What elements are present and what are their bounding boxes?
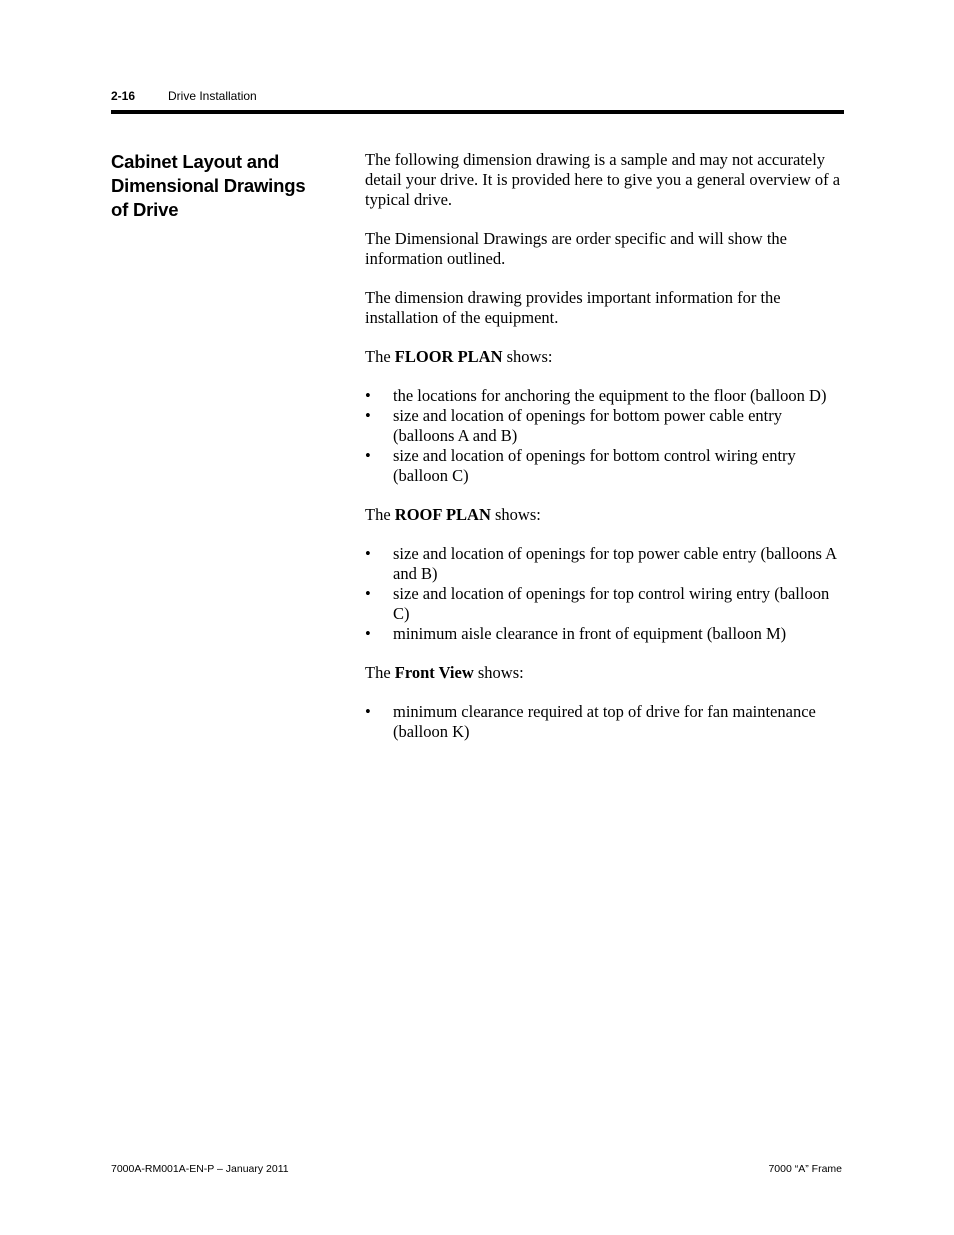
floor-plan-heading — [365, 347, 845, 367]
bullet-icon: • — [365, 406, 371, 425]
page-number: 2-16 — [111, 89, 136, 103]
front-view-label: Front View — [394, 663, 474, 682]
front-view-heading — [365, 663, 845, 683]
list-item-text: minimum clearance required at top of drive for fan maintenance (balloon K) — [393, 702, 816, 741]
floor-plan-label: FLOOR PLAN — [394, 347, 503, 366]
front-view-list — [365, 702, 845, 742]
page-header — [111, 88, 844, 114]
bullet-icon: • — [365, 702, 371, 721]
intro-paragraph: The following dimension drawing is a sample and may not accurately detail your drive. It is provided here to give you a general overview of a typical drive. — [365, 150, 841, 209]
floor-plan-list — [365, 386, 845, 486]
bullet-icon: • — [365, 446, 371, 465]
roof-plan-heading — [365, 505, 845, 525]
bullet-icon: • — [365, 584, 371, 603]
bullet-icon: • — [365, 386, 371, 405]
list-item — [365, 544, 845, 584]
list-item — [365, 702, 845, 742]
list-item-text: size and location of openings for top power cable entry (balloons A and B) — [393, 544, 837, 583]
list-item — [365, 406, 845, 446]
heading-suffix: shows: — [473, 663, 524, 682]
paragraph: The Dimensional Drawings are order specific and will show the information outlined. — [365, 229, 787, 268]
heading-prefix: The — [365, 347, 395, 366]
list-item — [365, 624, 845, 644]
section-name: Drive Installation — [168, 89, 257, 103]
footer-document-id: 7000A-RM001A-EN-P – January 2011 — [111, 1163, 289, 1175]
section-heading-line: of Drive — [111, 199, 179, 220]
list-item — [365, 386, 845, 406]
list-item — [365, 584, 845, 624]
list-item-text: the locations for anchoring the equipment to the floor (balloon D) — [393, 386, 827, 405]
roof-plan-list — [365, 544, 845, 644]
heading-prefix: The — [365, 663, 395, 682]
list-item — [365, 446, 845, 486]
heading-prefix: The — [365, 505, 395, 524]
heading-suffix: shows: — [490, 505, 541, 524]
list-item-text: size and location of openings for bottom control wiring entry (balloon C) — [393, 446, 796, 485]
heading-suffix: shows: — [502, 347, 553, 366]
list-item-text: size and location of openings for top control wiring entry (balloon C) — [393, 584, 830, 623]
bullet-icon: • — [365, 544, 371, 563]
section-heading-line: Cabinet Layout and — [111, 151, 280, 172]
list-item-text: size and location of openings for bottom power cable entry (balloons A and B) — [393, 406, 783, 445]
body-text — [365, 150, 845, 761]
roof-plan-label: ROOF PLAN — [394, 505, 491, 524]
bullet-icon: • — [365, 624, 371, 643]
list-item-text: minimum aisle clearance in front of equipment (balloon M) — [393, 624, 787, 643]
section-heading-line: Dimensional Drawings — [111, 175, 306, 196]
paragraph: The dimension drawing provides important information for the installation of the equipment. — [365, 288, 781, 327]
section-heading — [111, 150, 341, 222]
footer-product-name: 7000 “A” Frame — [768, 1163, 842, 1175]
